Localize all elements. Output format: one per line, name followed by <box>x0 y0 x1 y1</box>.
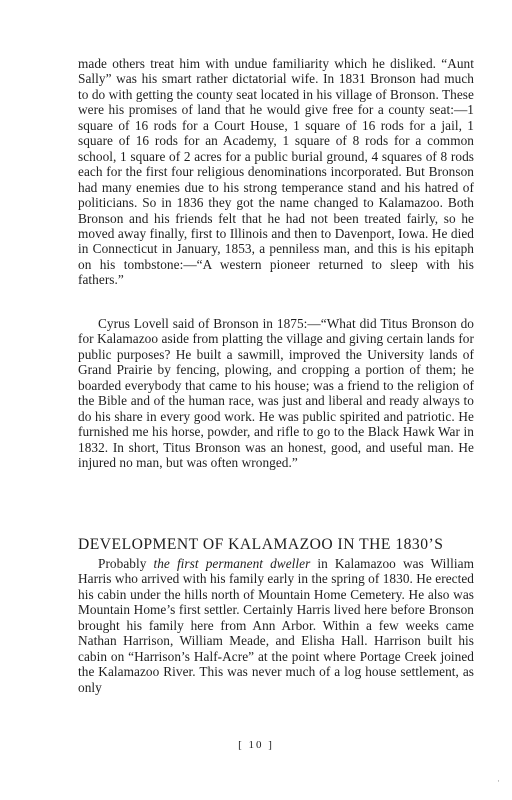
page-number: [ 10 ] <box>238 739 274 751</box>
paragraph-lovell-quote: Cyrus Lovell said of Bronson in 1875:—“What did Titus Bronson do for Kalamazoo aside from platting the village and giving certain lands for public purposes? He built a sawmill, improved the University lands of Grand Prairie by fencing, plowing, and cropping a portion of them; he boarded everybody that came to his house; was a friend to the religion of the Bible and of the human race, was just and liberal and ready always to do his share in every good work. He was public spirited and patriotic. He furnished me his horse, powder, and rifle to go to the Black Hawk War in 1832. In short, Titus Bronson was an honest, good, and useful man. He injured no man, but was often wronged.” <box>78 316 474 471</box>
scan-mark: · <box>497 776 500 786</box>
paragraph-rest: in Kalamazoo was William Harris who arrived with his family early in the spring of 1830. He erected his cabin under the hills north of Mountain Home Cemetery. He also was Mountain Home’s first settler. Certainly Harris lived here before Bronson brought his family here from Ann Arbor. Within a few weeks came Nathan Harrison, William Meade, and Elisha Hall. Harrison built his cabin on “Harrison’s Half-Acre” at the point where Portage Creek joined the Kalamazoo River. This was never much of a log house settlement, as only <box>78 556 474 695</box>
paragraph-lead: Probably <box>98 556 154 571</box>
italic-phrase: the first permanent dweller <box>153 556 311 571</box>
paragraph-bronson-promises: made others treat him with undue familiarity which he disliked. “Aunt Sally” was his smart rather dictatorial wife. In 1831 Bronson had much to do with getting the county seat located in his village of Bronson. These were his promises of land that he would give free for a county seat:—1 square of 16 rods for a Court House, 1 square of 16 rods for a jail, 1 square of 16 rods for an Academy, 1 square of 8 rods for a common school, 1 square of 2 acres for a public burial ground, 4 squares of 8 rods each for the first four religious denominations incorporated. But Bronson had many enemies due to his strong temperance stand and his hatred of politicians. So in 1836 they got the name changed to Kalamazoo. Both Bronson and his friends felt that he had not been treated fairly, so he moved away finally, first to Illinois and then to Davenport, Iowa. He died in Connecticut in January, 1853, a penniless man, and this is his epitaph on his tombstone:—“A western pioneer returned to sleep with his fathers.” <box>78 56 474 288</box>
paragraph-first-dweller <box>78 556 474 695</box>
section-heading: DEVELOPMENT OF KALAMAZOO IN THE 1830’S <box>78 536 444 553</box>
